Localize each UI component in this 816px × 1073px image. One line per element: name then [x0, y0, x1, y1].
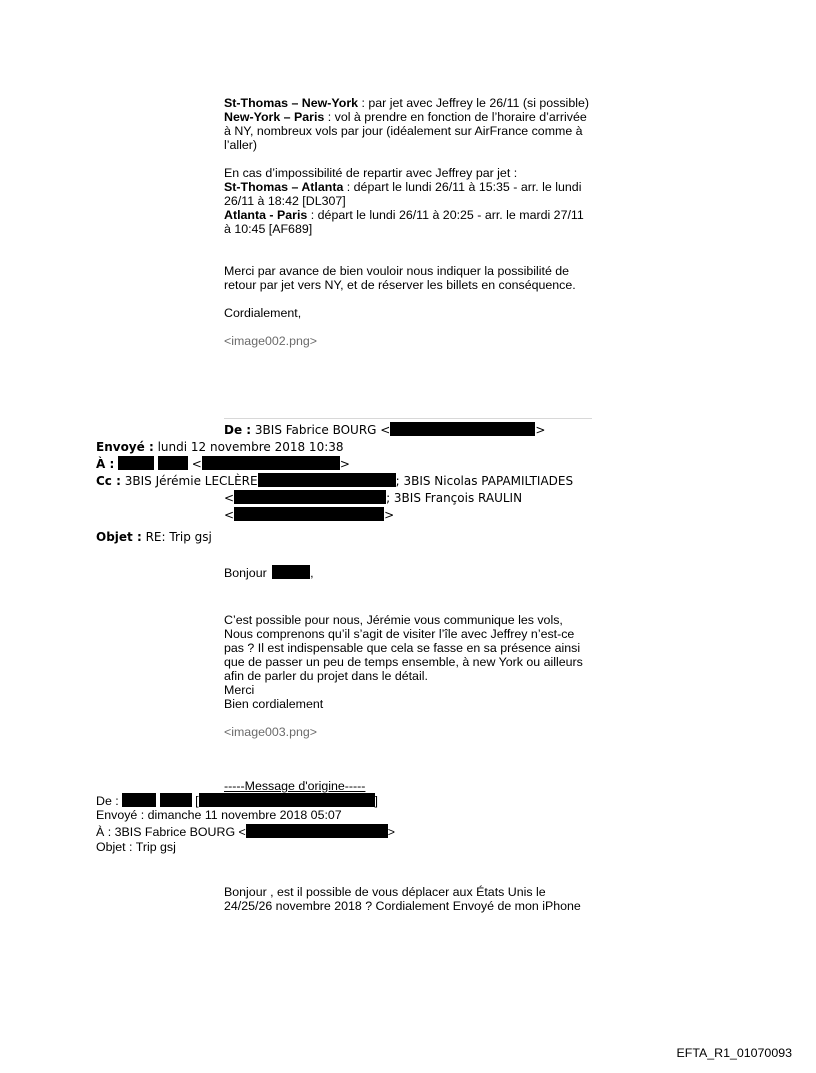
document-id: EFTA_R1_01070093 — [676, 1046, 792, 1060]
itinerary-block — [224, 96, 592, 348]
attachment-placeholder: <image002.png> — [224, 334, 318, 348]
redaction-bar — [234, 490, 386, 504]
redaction-bar — [199, 793, 375, 807]
route-detail: : départ le lundi 26/11 à 15:35 - arr. le lundi 26/11 à 18:42 [DL307] — [224, 180, 582, 208]
from-end: > — [535, 423, 546, 437]
attachment-placeholder: <image003.png> — [224, 725, 318, 739]
reply-cc-line-3 — [224, 507, 394, 523]
alternative-intro: En cas d’impossibilité de repartir avec Jeffrey par jet : — [224, 166, 518, 180]
to-value: À : 3BIS Fabrice BOURG < — [96, 825, 246, 839]
redaction-bar — [246, 824, 388, 838]
reply-body — [224, 613, 592, 739]
cc-bracket: < — [224, 508, 235, 522]
redaction-bar — [234, 507, 384, 521]
cc-label: Cc : — [96, 474, 121, 488]
reply-paragraph: C’est possible pour nous, Jérémie vous communique les vols, Nous comprenons qu’il s’agit de visiter l’île avec Jeffrey n’est-ce pas ? Il est indispensable que cela se fasse en sa présence ainsi que de passer un peu de temps ensemble, à new York ou ailleurs afin de parler du projet dans le détail. — [224, 613, 583, 683]
to-bracket: < — [191, 457, 202, 471]
redaction-bar — [390, 422, 535, 436]
header-divider — [224, 418, 592, 419]
original-body — [224, 885, 592, 913]
alternative-leg-1 — [224, 180, 592, 208]
original-to-line — [96, 824, 395, 839]
from-label: De : — [96, 794, 119, 808]
cc-name: ; 3BIS François RAULIN — [386, 491, 523, 505]
subject-label: Objet : — [96, 530, 142, 544]
route-detail: : par jet avec Jeffrey le 26/11 (si possible) — [358, 96, 589, 110]
route-detail: : départ le lundi 26/11 à 20:25 - arr. le mardi 27/11 à 10:45 [AF689] — [224, 208, 584, 236]
itinerary-leg-1 — [224, 96, 592, 110]
greeting-text: Bonjour — [224, 566, 267, 580]
original-separator: -----Message d'origine----- — [224, 779, 366, 793]
original-message-text: Bonjour , est il possible de vous déplacer aux États Unis le 24/25/26 novembre 2018 ? Cordialement Envoyé de mon iPhone — [224, 885, 581, 913]
original-sent-line: Envoyé : dimanche 11 novembre 2018 05:07 — [96, 808, 342, 822]
from-label: De : — [224, 423, 252, 437]
closing: Cordialement, — [224, 306, 302, 320]
route-label: New-York – Paris — [224, 110, 325, 124]
redaction-bar — [202, 456, 340, 470]
route-detail: : vol à prendre en fonction de l’horaire d’arrivée à NY, nombreux vols par jour (idéalement sur AirFrance comme à l’aller) — [224, 110, 587, 152]
route-label: St-Thomas – Atlanta — [224, 180, 344, 194]
from-bracket: ] — [374, 794, 378, 808]
redaction-bar — [118, 456, 154, 470]
sent-value: lundi 12 novembre 2018 10:38 — [157, 440, 344, 454]
request-paragraph: Merci par avance de bien vouloir nous indiquer la possibilité de retour par jet vers NY, et de réserver les billets en conséquence. — [224, 264, 576, 292]
original-subject-line: Objet : Trip gsj — [96, 840, 176, 854]
to-end: > — [339, 457, 350, 471]
from-bracket: [ — [195, 794, 199, 808]
route-label: Atlanta - Paris — [224, 208, 308, 222]
from-value: 3BIS Fabrice BOURG < — [254, 423, 391, 437]
sent-label: Envoyé : — [96, 440, 154, 454]
redaction-bar — [158, 456, 188, 470]
reply-from-line — [224, 422, 545, 438]
cc-end: > — [384, 508, 395, 522]
cc-name: ; 3BIS Nicolas PAPAMILTIADES — [395, 474, 574, 488]
redaction-bar — [272, 565, 310, 579]
alternative-leg-2 — [224, 208, 592, 236]
reply-regards: Bien cordialement — [224, 697, 324, 711]
reply-cc-line — [96, 473, 573, 489]
reply-sent-line — [96, 439, 344, 455]
subject-value: RE: Trip gsj — [145, 530, 212, 544]
reply-greeting — [224, 565, 314, 580]
to-end: > — [387, 825, 396, 839]
itinerary-leg-2 — [224, 110, 592, 152]
greeting-end: , — [310, 566, 314, 580]
reply-to-line — [96, 456, 350, 472]
redaction-bar — [258, 473, 396, 487]
to-label: À : — [96, 457, 115, 471]
redaction-bar — [160, 793, 192, 807]
original-from-line — [96, 793, 378, 808]
redaction-bar — [122, 793, 156, 807]
cc-name: 3BIS Jérémie LECLÈRE — [124, 474, 258, 488]
route-label: St-Thomas – New-York — [224, 96, 359, 110]
reply-merci: Merci — [224, 683, 255, 697]
reply-subject-line — [96, 529, 212, 545]
reply-cc-line-2 — [224, 490, 522, 506]
cc-bracket: < — [224, 491, 235, 505]
